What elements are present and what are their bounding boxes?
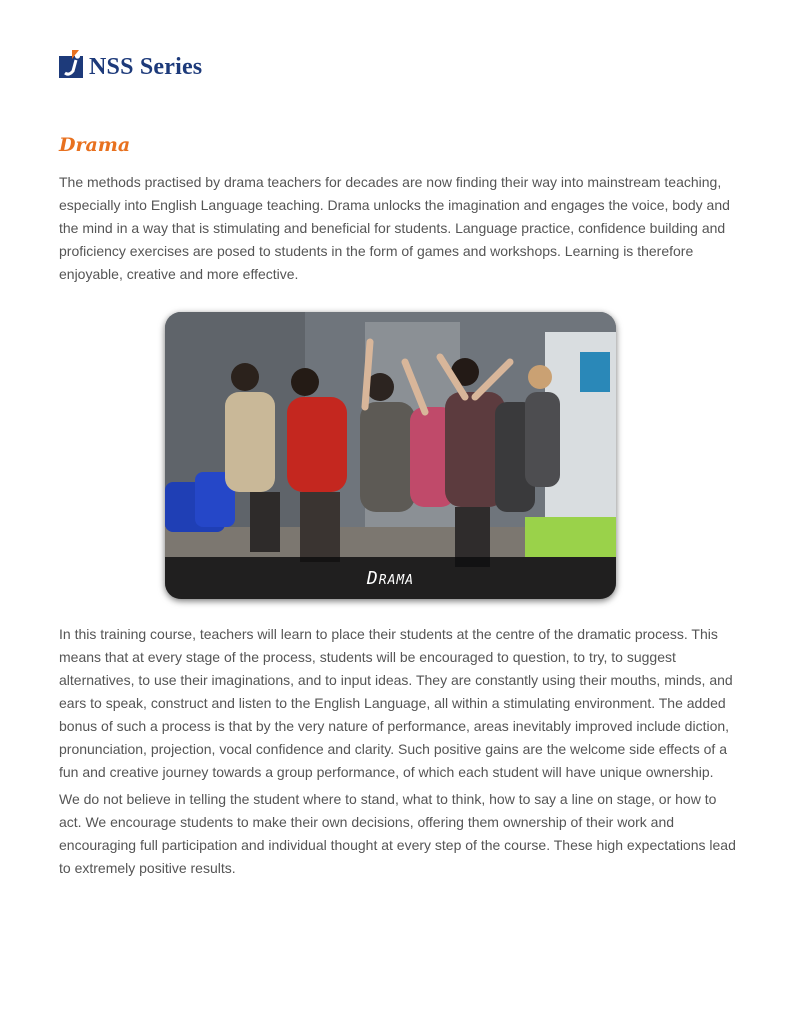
philosophy-paragraph: We do not believe in telling the student where to stand, what to think, how to say a line on stage, or how to act. We encourage students to make their own decisions, offering them ownership of their work and encouraging full participation and individual thought at every step of the course. These high expectations lead to extremely positive results. xyxy=(59,791,736,876)
logo-mark-icon xyxy=(59,50,83,78)
photo-caption-bar xyxy=(165,557,616,599)
course-paragraph: In this training course, teachers will learn to place their students at the centre of the dramatic process. This means that at every stage of the process, students will be encouraged to question, to try, to suggest alternatives, to use their imaginations, and to input ideas. They are constantly using their mouths, minds, and ears to speak, construct and listen to the English Language, all within a stimulating environment. The added bonus of such a process is that by the very nature of performance, areas inevitably improved include diction, pronunciation, projection, vocal confidence and clarity. Such positive gains are the welcome side effects of a fun and creative journey towards a group performance, of which each student will have unique ownership. xyxy=(59,626,733,780)
brand-logo xyxy=(59,50,202,78)
brand-name: NSS Series xyxy=(89,54,203,80)
page-title: Drama xyxy=(59,134,131,156)
intro-paragraph: The methods practised by drama teachers for decades are now finding their way into mainstream teaching, especially into English Language teaching. Drama unlocks the imagination and engages the voice, body and the mind in a way that is stimulating and beneficial for students. Language practice, confidence building and proficiency exercises are posed to students in the form of games and workshops. Learning is therefore enjoyable, creative and more effective. xyxy=(59,174,730,282)
drama-photo xyxy=(165,312,616,599)
photo-caption: Drama xyxy=(366,567,415,589)
drama-photo-scene xyxy=(165,312,616,599)
